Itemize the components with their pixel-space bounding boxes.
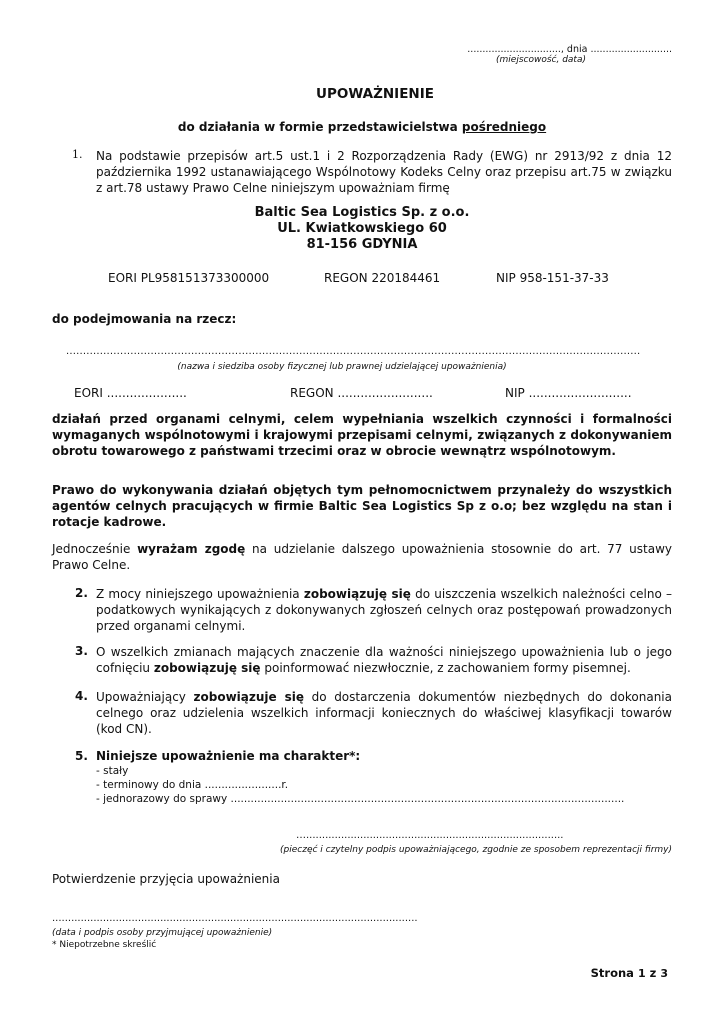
item-4-number: 4. xyxy=(75,689,88,703)
item-2-text xyxy=(96,586,672,634)
page-total: 3 xyxy=(660,967,668,980)
consent-prefix: Jednocześnie xyxy=(52,542,138,556)
principal-eori-field[interactable]: EORI ..................... xyxy=(74,386,187,400)
option-permanent[interactable]: - stały xyxy=(96,765,129,777)
place-date-caption: (miejscowość, data) xyxy=(496,55,586,65)
signature-field[interactable]: …................................................................................. xyxy=(296,830,564,841)
firm-eori: EORI PL958151373300000 xyxy=(108,271,270,285)
rights-paragraph: Prawo do wykonywania działań objętych tym pełnomocnictwem przynależy do wszystkich agentów celnych pracujących w firmie Baltic Sea Logistics Sp z o.o; bez względu na stan i rotacje kadrowe. xyxy=(52,483,672,529)
item-2-prefix: Z mocy niniejszego upoważnienia xyxy=(96,587,304,601)
item-2-bold: zobowiązuję się xyxy=(303,587,411,601)
subtitle-text: do działania w formie przedstawicielstwa xyxy=(177,120,462,134)
confirmation-caption: (data i podpis osoby przyjmującej upoważnienie) xyxy=(52,928,273,938)
document-subtitle xyxy=(0,120,724,134)
item-3-bold: zobowiązuję się xyxy=(153,661,261,675)
confirmation-label: Potwierdzenie przyjęcia upoważnienia xyxy=(52,872,280,886)
item-4-bold: zobowiązuje się xyxy=(193,690,305,704)
confirmation-field[interactable]: ................................................................................................................... xyxy=(52,913,418,924)
page-label: Strona xyxy=(590,966,634,980)
item-3-text xyxy=(96,644,672,676)
document-title: UPOWAŻNIENIE xyxy=(316,86,434,102)
item-5-heading: Niniejsze upoważnienie ma charakter*: xyxy=(96,749,361,763)
item-3-prefix: O wszelkich zmianach mających znaczenie dla ważności niniejszego upoważnienia lub o jego cofnięciu xyxy=(96,645,672,675)
firm-street: UL. Kwiatkowskiego 60 xyxy=(277,221,447,236)
option-fixed-term[interactable]: - terminowy do dnia .......................r. xyxy=(96,779,289,791)
principal-regon-field[interactable]: REGON ......................... xyxy=(290,386,433,400)
item-4-text xyxy=(96,689,672,737)
signature-caption: (pieczęć i czytelny podpis upoważniającego, zgodnie ze sposobem reprezentacji firmy) xyxy=(280,845,672,855)
item-1-number: 1. xyxy=(72,148,83,161)
principal-name-caption: (nazwa i siedziba osoby fizycznej lub prawnej udzielającej upoważnienia) xyxy=(177,362,507,372)
place-date-line: ..............................., dnia ........................... xyxy=(467,44,672,55)
subtitle-underlined: pośredniego xyxy=(461,120,547,134)
option-one-time[interactable]: - jednorazowy do sprawy ...................................................................................................................... xyxy=(96,793,625,805)
item-1-text: Na podstawie przepisów art.5 ust.1 i 2 Rozporządzenia Rady (EWG) nr 2913/92 z dnia 12 października 1992 ustanawiającego Wspólnotowy Kodeks Celny oraz przepisu art.75 w związku z art.78 ustawy Prawo Celne niniejszym upoważniam firmę xyxy=(96,149,672,195)
item-4-prefix: Upoważniający xyxy=(96,690,194,704)
principal-name-field[interactable]: .......................................................................................................................................................................... xyxy=(66,346,641,357)
consent-bold: wyrażam zgodę xyxy=(137,542,246,556)
item-2-suffix: do uiszczenia wszelkich należności celno – podatkowych wynikających z dokonywanych zgłoszeń celnych oraz postępowań prowadzonych przed organami celnymi. xyxy=(96,587,673,633)
on-behalf-label: do podejmowania na rzecz: xyxy=(52,312,237,326)
footnote: * Niepotrzebne skreślić xyxy=(52,940,157,950)
item-3-number: 3. xyxy=(75,644,88,658)
item-2-number: 2. xyxy=(75,586,88,600)
item-5-number: 5. xyxy=(75,749,88,763)
item-4-suffix: do dostarczenia dokumentów niezbędnych do dokonania celnego oraz udzielenia wszelkich informacji koniecznych do właściwej klasyfikacji towarów (kod CN). xyxy=(96,690,672,736)
firm-city: 81-156 GDYNIA xyxy=(306,237,418,252)
page-number xyxy=(560,966,668,980)
principal-nip-field[interactable]: NIP ........................... xyxy=(505,386,632,400)
firm-regon: REGON 220184461 xyxy=(324,271,441,285)
page-sep: z xyxy=(649,966,657,980)
firm-name: Baltic Sea Logistics Sp. z o.o. xyxy=(254,205,470,220)
page-current: 1 xyxy=(637,967,646,980)
consent-suffix: na udzielanie dalszego upoważnienia stosownie do art. 77 ustawy Prawo Celne. xyxy=(52,542,673,572)
consent-paragraph xyxy=(52,541,672,573)
firm-nip: NIP 958-151-37-33 xyxy=(496,271,609,285)
actions-paragraph: działań przed organami celnymi, celem wypełniania wszelkich czynności i formalności wymaganych wspólnotowymi i krajowymi przepisami celnymi, związanych z dokonywaniem obrotu towarowego z państwami trzecimi oraz w obrocie wewnątrz wspólnotowym. xyxy=(52,412,672,458)
item-3-suffix: poinformować niezwłocznie, z zachowaniem formy pisemnej. xyxy=(260,661,631,675)
